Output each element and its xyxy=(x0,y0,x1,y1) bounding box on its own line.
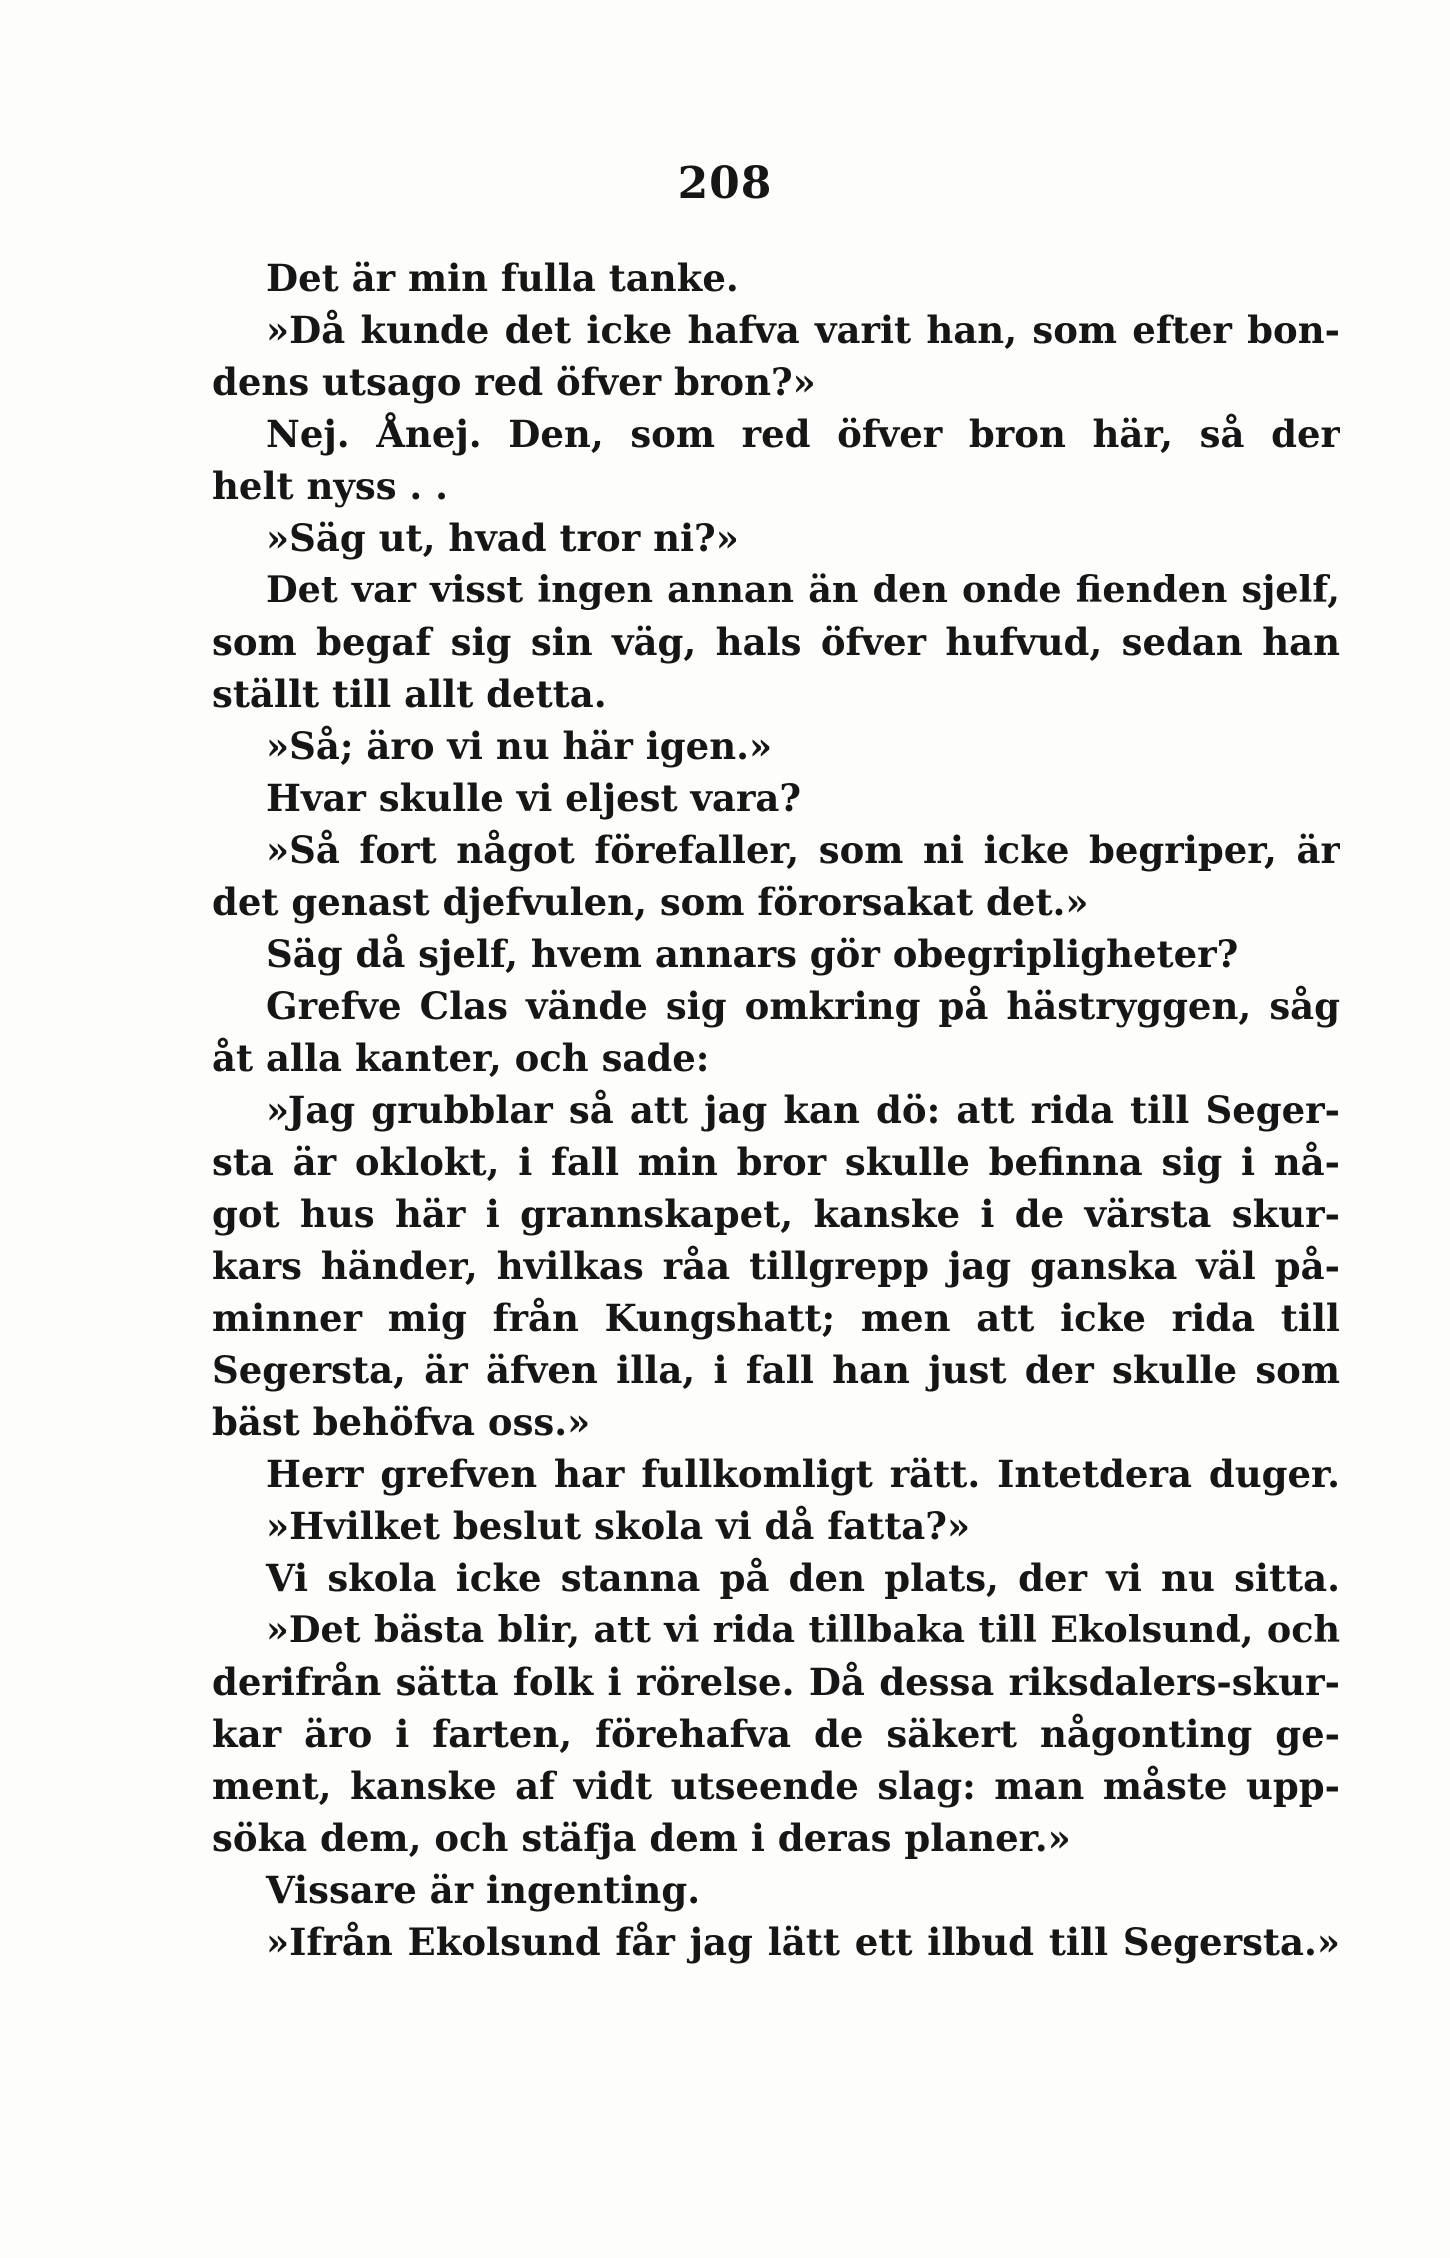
text-line: Grefve Clas vände sig omkring på hästryggen, såg xyxy=(266,984,1340,1028)
text-line: Segersta, är äfven illa, i fall han just der skulle som xyxy=(212,1348,1340,1392)
text-line: Säg då sjelf, hvem annars gör obegripligheter? xyxy=(266,932,1239,976)
text-line: Herr grefven har fullkomligt rätt. Intetdera duger. xyxy=(266,1452,1340,1496)
body-text xyxy=(212,252,1340,1968)
text-line: bäst behöfva oss.» xyxy=(212,1400,591,1444)
text-line: Vissare är ingenting. xyxy=(266,1868,701,1912)
text-line: derifrån sätta folk i rörelse. Då dessa riksdalers-skur- xyxy=(212,1660,1340,1704)
text-line: helt nyss . . xyxy=(212,464,449,508)
text-line: åt alla kanter, och sade: xyxy=(212,1036,710,1080)
text-line: sta är oklokt, i fall min bror skulle befinna sig i nå- xyxy=(212,1140,1340,1184)
text-line: Det är min fulla tanke. xyxy=(266,256,739,300)
text-line: Nej. Ånej. Den, som red öfver bron här, så der xyxy=(266,412,1340,456)
text-line: got hus här i grannskapet, kanske i de värsta skur- xyxy=(212,1192,1340,1236)
text-line: »Ifrån Ekolsund får jag lätt ett ilbud till Segersta.» xyxy=(266,1920,1340,1964)
text-line: dens utsago red öfver bron?» xyxy=(212,360,816,404)
text-line: Det var visst ingen annan än den onde fienden sjelf, xyxy=(266,568,1340,611)
text-line: »Det bästa blir, att vi rida tillbaka till Ekolsund, och xyxy=(266,1608,1340,1651)
text-line: som begaf sig sin väg, hals öfver hufvud, sedan han xyxy=(212,620,1340,664)
text-line: det genast djefvulen, som förorsakat det.» xyxy=(212,880,1089,924)
text-line: Hvar skulle vi eljest vara? xyxy=(266,776,802,820)
page-number: 208 xyxy=(677,158,773,209)
text-line: ment, kanske af vidt utseende slag: man måste upp- xyxy=(212,1764,1340,1808)
text-line: Vi skola icke stanna på den plats, der vi nu sitta. xyxy=(266,1556,1340,1600)
text-line: minner mig från Kungshatt; men att icke rida till xyxy=(212,1296,1340,1340)
text-line: »Säg ut, hvad tror ni?» xyxy=(266,516,739,560)
text-line: ställt till allt detta. xyxy=(212,672,607,716)
text-line: kar äro i farten, förehafva de säkert någonting ge- xyxy=(212,1712,1340,1756)
text-line: kars händer, hvilkas råa tillgrepp jag ganska väl på- xyxy=(212,1244,1340,1288)
text-line: söka dem, och stäfja dem i deras planer.» xyxy=(212,1816,1071,1860)
text-line: »Då kunde det icke hafva varit han, som efter bon- xyxy=(266,308,1340,352)
text-line: »Hvilket beslut skola vi då fatta?» xyxy=(266,1504,971,1548)
text-line: »Så; äro vi nu här igen.» xyxy=(266,724,773,768)
text-line: »Jag grubblar så att jag kan dö: att rida till Seger- xyxy=(266,1088,1340,1132)
text-line: »Så fort något förefaller, som ni icke begriper, är xyxy=(266,828,1340,872)
